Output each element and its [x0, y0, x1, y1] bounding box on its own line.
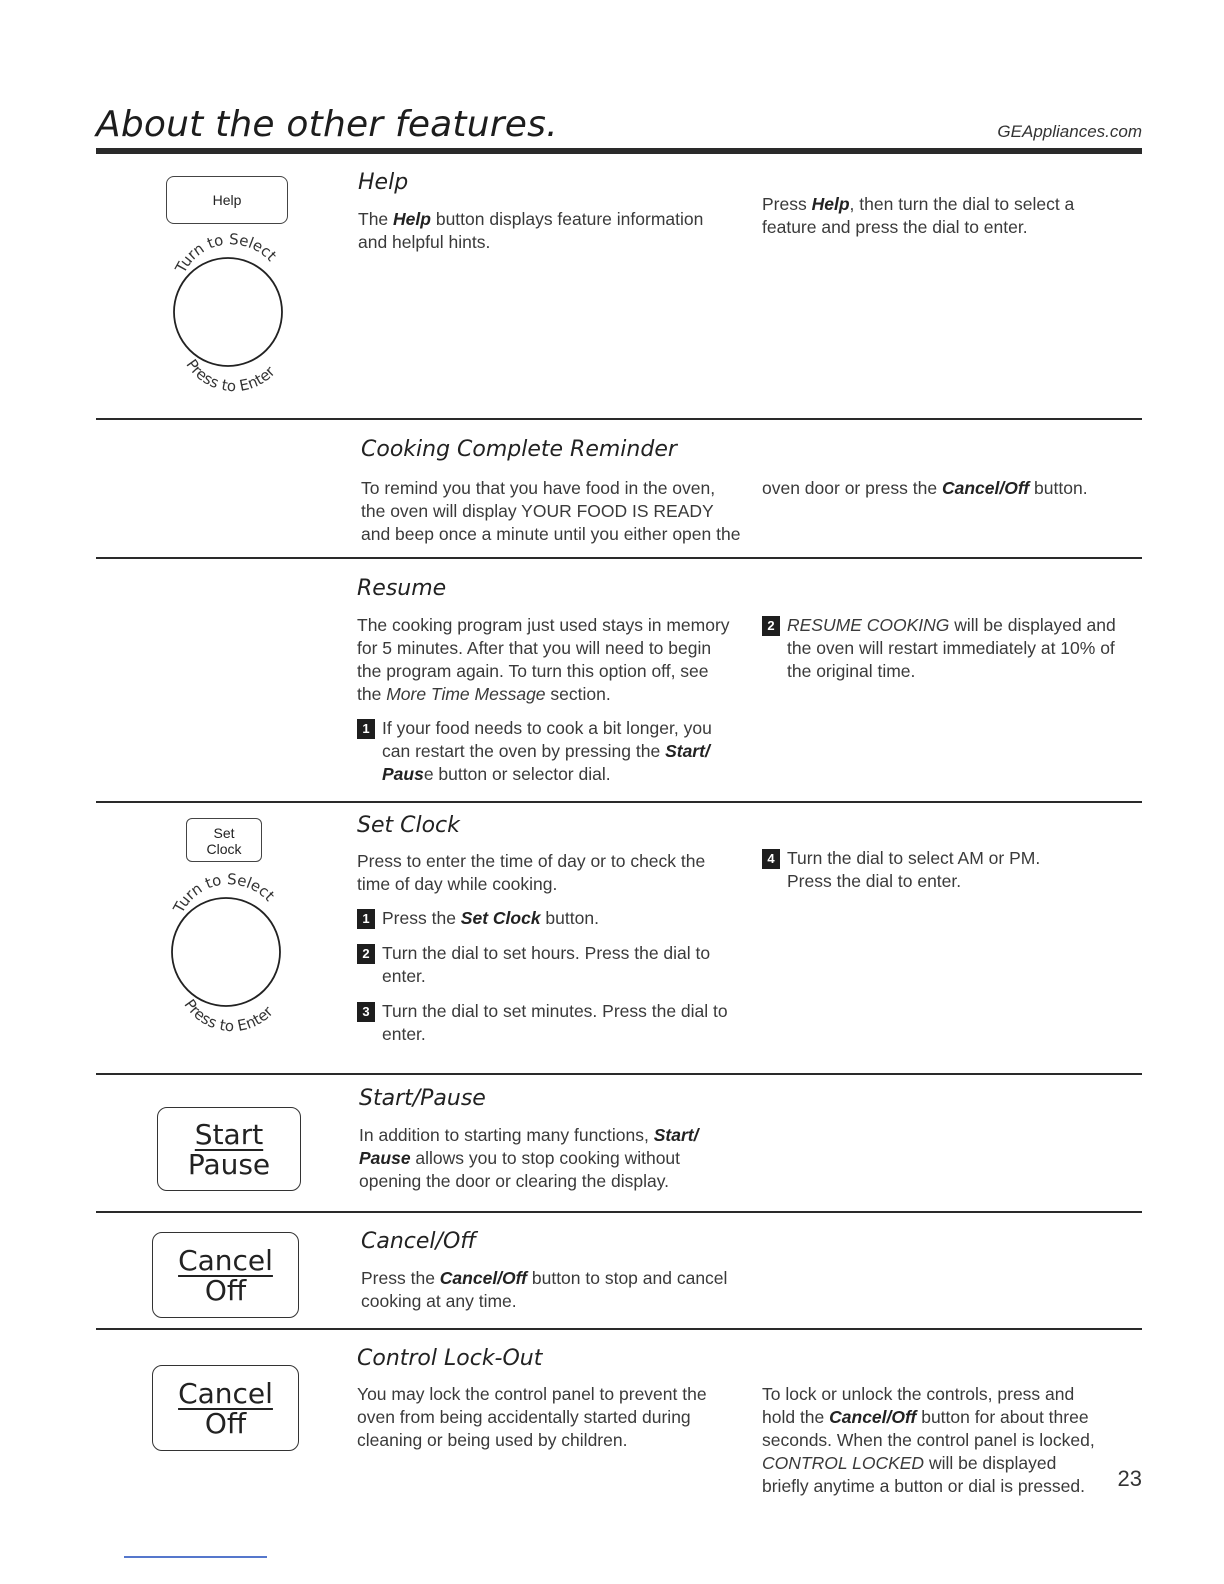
control-lockout-title: Control Lock-Out [357, 1346, 543, 1371]
help-button-label: Help [212, 192, 242, 208]
section-divider [96, 418, 1142, 420]
cancel-off-text: Press the Cancel/Off button to stop and cancel cooking at any time. [361, 1268, 728, 1311]
start-label: Start [194, 1118, 264, 1151]
step-number: 4 [762, 849, 780, 869]
set-clock-title: Set Clock [357, 813, 460, 838]
step-number: 3 [357, 1002, 375, 1022]
svg-text:Press to Enter: Press to Enter [182, 355, 279, 396]
start-pause-text: In addition to starting many functions, Start/ Pause allows you to stop cooking without opening the door or clearing the display. [359, 1125, 699, 1191]
section-divider [96, 801, 1142, 803]
cancel-off-button-lockout[interactable] [152, 1365, 299, 1451]
svg-text:Press to Enter: Press to Enter [180, 995, 277, 1036]
resume-step-2: 2 RESUME COOKING will be displayed and the oven will restart immediately at 10% of the original time. [762, 614, 1138, 683]
selector-dial-icon[interactable] [164, 870, 294, 1040]
website-url[interactable]: GEAppliances.com [997, 122, 1142, 141]
off-label: Off [204, 1274, 247, 1307]
step-number: 2 [357, 944, 375, 964]
section-divider [96, 557, 1142, 559]
help-instructions: Press Help, then turn the dial to select a feature and press the dial to enter. [762, 194, 1075, 237]
header-rule [96, 148, 1142, 154]
help-button[interactable] [166, 176, 288, 224]
page-title: About the other features. [96, 104, 558, 145]
help-title: Help [358, 170, 409, 195]
step-number: 1 [357, 719, 375, 739]
start-pause-title: Start/Pause [359, 1086, 486, 1111]
off-label: Off [204, 1407, 247, 1440]
footer-line [124, 1556, 267, 1558]
cancel-label: Cancel [178, 1377, 273, 1410]
cooking-complete-title: Cooking Complete Reminder [361, 437, 677, 462]
pause-label: Pause [187, 1148, 271, 1181]
set-clock-button[interactable] [186, 818, 262, 862]
set-clock-step-3: 3 Turn the dial to set minutes. Press the dial to enter. [357, 1000, 742, 1046]
help-description: The Help button displays feature information and helpful hints. [358, 209, 704, 252]
set-clock-step-2: 2 Turn the dial to set hours. Press the dial to enter. [357, 942, 742, 988]
set-clock-intro: Press to enter the time of day or to check the time of day while cooking. [357, 851, 706, 894]
control-lockout-text: You may lock the control panel to prevent the oven from being accidentally started during cleaning or being used by children. [357, 1384, 707, 1450]
set-clock-button-label-1: Set [213, 825, 235, 841]
cooking-complete-text-cont: oven door or press the Cancel/Off button. [762, 478, 1088, 498]
section-divider [96, 1211, 1142, 1213]
section-divider [96, 1073, 1142, 1075]
cancel-label: Cancel [178, 1244, 273, 1277]
resume-step-1: 1 If your food needs to cook a bit longer, you can restart the oven by pressing the Start/ Pause button or selector dial. [357, 717, 742, 786]
cancel-off-title: Cancel/Off [361, 1229, 477, 1254]
start-pause-button[interactable] [157, 1107, 301, 1191]
set-clock-button-label-2: Clock [206, 841, 242, 857]
step-number: 1 [357, 909, 375, 929]
resume-intro: The cooking program just used stays in memory for 5 minutes. After that you will need to begin the program again. To turn this option off, see the More Time Message section. [357, 615, 730, 704]
cancel-off-button[interactable] [152, 1232, 299, 1318]
svg-text:Turn to Select: Turn to Select [171, 230, 281, 276]
control-lockout-instructions: To lock or unlock the controls, press and hold the Cancel/Off button for about three seconds. When the control panel is locked, CONTROL LOCKED will be displayed briefly anytime a button or dial is pressed. [762, 1384, 1095, 1496]
step-number: 2 [762, 616, 780, 636]
page-number: 23 [1117, 1466, 1142, 1491]
set-clock-step-1: 1 Press the Set Clock button. [357, 907, 742, 930]
section-divider [96, 1328, 1142, 1330]
set-clock-step-4: 4 Turn the dial to select AM or PM. Press the dial to enter. [762, 847, 1052, 893]
svg-text:Turn to Select: Turn to Select [169, 870, 279, 916]
selector-dial-icon[interactable] [166, 230, 296, 400]
cooking-complete-text: To remind you that you have food in the oven, the oven will display YOUR FOOD IS READY and beep once a minute until you either open the [361, 478, 741, 544]
resume-title: Resume [357, 576, 447, 601]
